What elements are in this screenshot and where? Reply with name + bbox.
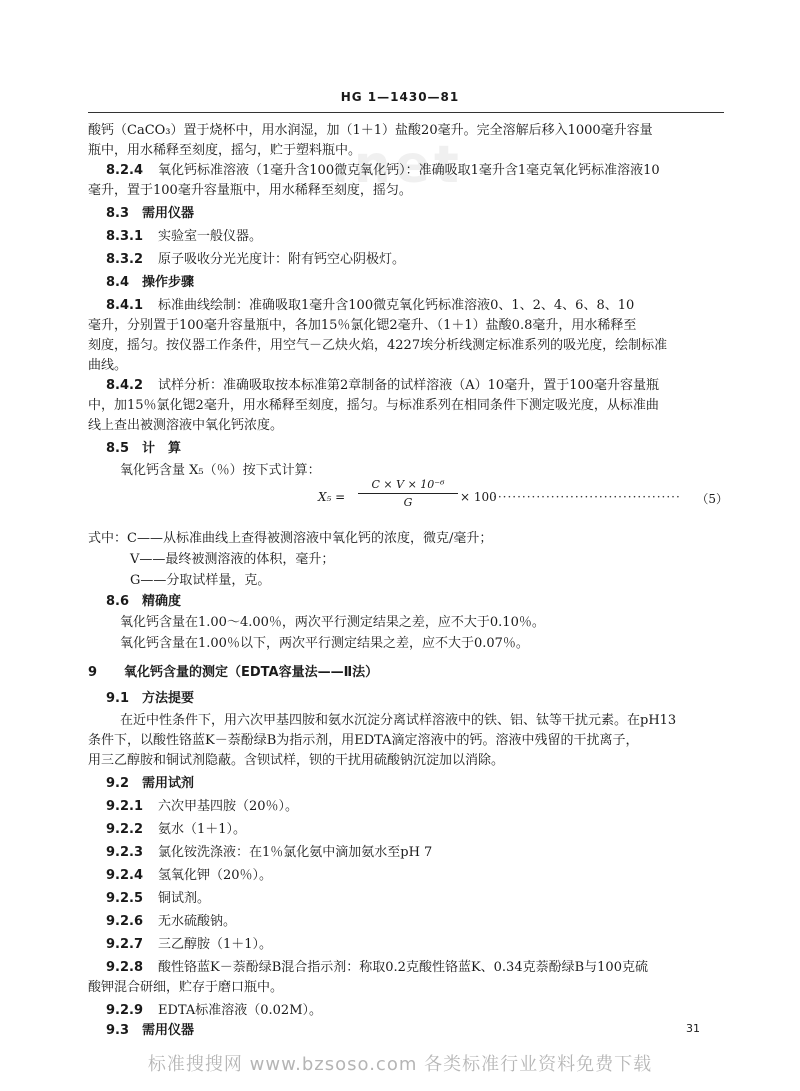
line-text: 刻度，摇匀。按仪器工作条件，用空气－乙炔火焰，4227埃分析线测定标准系列的吸光度，绘制标准 bbox=[88, 338, 668, 353]
formula-rhs: × 100 bbox=[460, 490, 497, 504]
line-text: 铜试剂。 bbox=[158, 891, 211, 906]
text-line bbox=[88, 142, 361, 160]
line-text: 条件下，以酸性铬蓝K－萘酚绿B为指示剂，用EDTA滴定溶液中的钙。溶液中残留的干扰离子， bbox=[88, 733, 639, 748]
line-text: 氧化钙含量在1.00％以下，两次平行测定结果之差，应不大于0.07％。 bbox=[120, 636, 529, 651]
text-line bbox=[88, 337, 667, 355]
section-heading: 方法提要 bbox=[142, 691, 195, 706]
line-text: 无水硫酸钠。 bbox=[158, 914, 237, 929]
text-line bbox=[120, 462, 321, 480]
line-text: 氢氧化钾（20％）。 bbox=[158, 868, 273, 883]
numbered-line bbox=[106, 690, 194, 708]
line-text: 在近中性条件下，用六次甲基四胺和氨水沉淀分离试样溶液中的铁、铝、钛等干扰元素。在pH13 bbox=[120, 713, 677, 728]
watermark: .net bbox=[330, 135, 463, 195]
text-line bbox=[120, 635, 529, 653]
line-text: 氨水（1＋1）。 bbox=[158, 822, 247, 837]
line-text: 原子吸收分光光度计：附有钙空心阴极灯。 bbox=[158, 252, 406, 267]
section-number: 8.4 bbox=[106, 275, 130, 290]
header-rule bbox=[88, 112, 724, 113]
numbered-line bbox=[106, 274, 194, 292]
line-text: 氧化钙标准溶液（1毫升含100微克氧化钙）：准确吸取1毫升含1毫克氧化钙标准溶液10 bbox=[158, 163, 660, 178]
line-text: 毫升，置于100毫升容量瓶中，用水稀释至刻度，摇匀。 bbox=[88, 183, 412, 198]
footer-banner: 标准搜搜网 www.bzsoso.com 各类标准行业资料免费下载 bbox=[147, 1054, 653, 1075]
formula-leader-dots: ······································· bbox=[493, 490, 681, 504]
numbered-line bbox=[106, 251, 405, 269]
line-text: 试样分析：准确吸取按本标准第2章制备的试样溶液（A）10毫升，置于100毫升容量瓶 bbox=[158, 378, 660, 393]
numbered-line bbox=[106, 798, 298, 816]
section-number: 9.2 bbox=[106, 776, 130, 791]
line-text: 瓶中，用水稀释至刻度，摇匀，贮于塑料瓶中。 bbox=[88, 143, 362, 158]
line-text: 氧化钙含量在1.00～4.00％，两次平行测定结果之差，应不大于0.10％。 bbox=[120, 615, 545, 630]
numbered-line bbox=[106, 205, 194, 223]
numbered-line bbox=[106, 913, 236, 931]
text-line bbox=[130, 551, 334, 569]
section-number: 9.2.9 bbox=[106, 1003, 144, 1018]
section-number: 8.4.1 bbox=[106, 298, 144, 313]
section-number: 8.3 bbox=[106, 206, 130, 221]
line-text: 式中：C——从标准曲线上查得被测溶液中氧化钙的浓度，微克/毫升； bbox=[88, 531, 493, 546]
line-text: 实验室一般仪器。 bbox=[158, 229, 263, 244]
section-heading: 需用仪器 bbox=[142, 206, 195, 221]
formula-numerator: C × V × 10⁻⁶ bbox=[371, 478, 445, 491]
section-heading: 计 算 bbox=[142, 441, 182, 456]
text-line bbox=[88, 530, 492, 548]
formula-fraction bbox=[358, 478, 458, 509]
text-line bbox=[120, 712, 676, 730]
page-number: 31 bbox=[686, 1022, 700, 1035]
numbered-line bbox=[106, 959, 648, 977]
numbered-line bbox=[106, 775, 194, 793]
section-heading: 精确度 bbox=[142, 594, 182, 609]
line-text: G——分取试样量，克。 bbox=[130, 573, 271, 588]
line-text: 酸性铬蓝K－萘酚绿B混合指示剂：称取0.2克酸性铬蓝K、0.34克萘酚绿B与100克硫 bbox=[158, 960, 648, 975]
line-text: 六次甲基四胺（20％）。 bbox=[158, 799, 299, 814]
section-number: 9.2.8 bbox=[106, 960, 144, 975]
fraction-bar bbox=[358, 493, 458, 494]
numbered-line bbox=[106, 593, 181, 611]
line-text: 用三乙醇胺和铜试剂隐蔽。含钡试样，钡的干扰用硫酸钠沉淀加以消除。 bbox=[88, 753, 505, 768]
text-line bbox=[88, 417, 283, 435]
numbered-line bbox=[106, 377, 659, 395]
numbered-line bbox=[106, 890, 210, 908]
section-number: 9 bbox=[88, 665, 98, 680]
section-number: 9.2.5 bbox=[106, 891, 144, 906]
numbered-line bbox=[106, 228, 262, 246]
text-line bbox=[88, 357, 127, 375]
text-line bbox=[88, 397, 659, 415]
section-number: 9.2.6 bbox=[106, 914, 144, 929]
section-number: 8.2.4 bbox=[106, 163, 144, 178]
numbered-line bbox=[106, 844, 432, 862]
section-heading: 氧化钙含量的测定（EDTA容量法——Ⅱ法） bbox=[124, 665, 379, 680]
text-line bbox=[88, 752, 504, 770]
numbered-line bbox=[106, 297, 634, 315]
text-line bbox=[88, 182, 412, 200]
section-number: 8.6 bbox=[106, 594, 130, 609]
section-number: 9.3 bbox=[106, 1023, 130, 1038]
section-number: 8.3.1 bbox=[106, 229, 144, 244]
numbered-line bbox=[106, 162, 660, 180]
section-number: 9.2.3 bbox=[106, 845, 144, 860]
line-text: EDTA标准溶液（0.02M）。 bbox=[158, 1003, 323, 1018]
line-text: 中，加15％氯化锶2毫升，用水稀释至刻度，摇匀。与标准系列在相同条件下测定吸光度，从标准曲 bbox=[88, 398, 659, 413]
text-line bbox=[88, 317, 636, 335]
text-line bbox=[120, 614, 545, 632]
section-number: 8.5 bbox=[106, 441, 130, 456]
section-number: 9.1 bbox=[106, 691, 130, 706]
section-number: 9.2.7 bbox=[106, 937, 144, 952]
numbered-line bbox=[106, 1022, 194, 1040]
numbered-line bbox=[106, 867, 272, 885]
text-line bbox=[130, 572, 270, 590]
numbered-line bbox=[106, 821, 246, 839]
numbered-line bbox=[106, 440, 181, 458]
line-text: V——最终被测溶液的体积，毫升； bbox=[130, 552, 335, 567]
section-number: 9.2.4 bbox=[106, 868, 144, 883]
line-text: 标准曲线绘制：准确吸取1毫升含100微克氧化钙标准溶液0、1、2、4、6、8、10 bbox=[158, 298, 635, 313]
text-line bbox=[88, 979, 283, 997]
section-heading: 需用试剂 bbox=[142, 776, 195, 791]
text-line bbox=[88, 122, 653, 140]
line-text: 线上查出被测溶液中氧化钙浓度。 bbox=[88, 418, 284, 433]
equation-number: （5） bbox=[696, 492, 728, 506]
line-text: 三乙醇胺（1＋1）。 bbox=[158, 937, 273, 952]
text-line bbox=[88, 732, 639, 750]
page-header: HG 1—1430—81 bbox=[340, 90, 460, 104]
line-text: 氧化钙含量 X₅（％）按下式计算： bbox=[120, 463, 321, 478]
line-text: 酸钾混合研细，贮存于磨口瓶中。 bbox=[88, 980, 284, 995]
formula-5 bbox=[318, 478, 728, 518]
section-number: 9.2.2 bbox=[106, 822, 144, 837]
section-number: 8.4.2 bbox=[106, 378, 144, 393]
section-heading: 操作步骤 bbox=[142, 275, 195, 290]
line-text: 酸钙（CaCO₃）置于烧杯中，用水润湿，加（1＋1）盐酸20毫升。完全溶解后移入1000毫升容量 bbox=[88, 123, 653, 138]
line-text: 毫升，分别置于100毫升容量瓶中，各加15％氯化锶2毫升、（1＋1）盐酸0.8毫升，用水稀释至 bbox=[88, 318, 637, 333]
formula-denominator: G bbox=[403, 496, 413, 509]
line-text: 曲线。 bbox=[88, 358, 128, 373]
numbered-line bbox=[88, 664, 378, 682]
section-number: 8.3.2 bbox=[106, 252, 144, 267]
line-text: 氯化铵洗涤液：在1％氯化氨中滴加氨水至pH 7 bbox=[158, 845, 433, 860]
numbered-line bbox=[106, 1002, 322, 1020]
numbered-line bbox=[106, 936, 272, 954]
section-number: 9.2.1 bbox=[106, 799, 144, 814]
section-heading: 需用仪器 bbox=[142, 1023, 195, 1038]
formula-lhs: X₅ = bbox=[318, 490, 346, 504]
